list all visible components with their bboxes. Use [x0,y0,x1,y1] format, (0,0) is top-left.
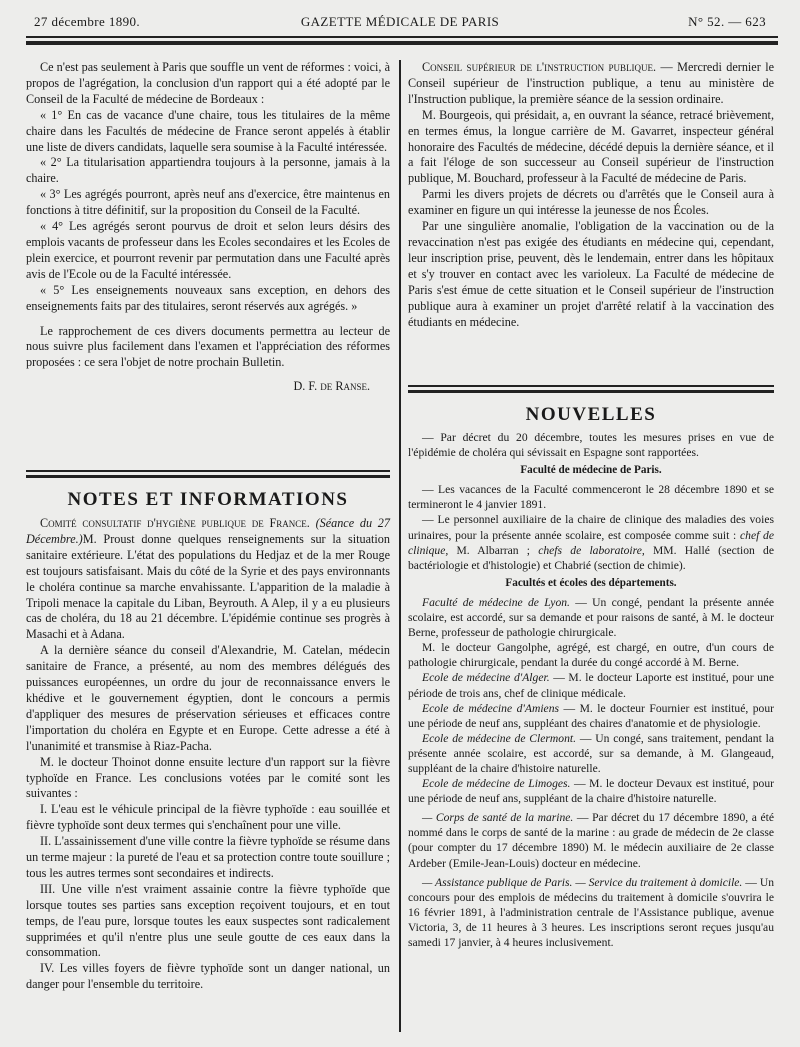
paragraph: « 3° Les agrégés pourront, après neuf ans d'exercice, être maintenus en fonctions à titre définitif, sur la proposition du Conseil de la Faculté. [26,187,390,218]
paragraph-text: MM. Hallé (section de bactériologie et d'histologie) et Chabrié (section de chimie). [408,543,774,572]
paragraph: Ce n'est pas seulement à Paris que souffle un vent de réformes : voici, à propos de l'agrégation, la conclusion d'un rapport qui a été adopté par le Conseil de la Faculté de médecine de Bordeaux : [26,60,390,106]
section-rule [26,470,390,472]
paragraph: I. L'eau est le véhicule principal de la fièvre typhoïde : eau souillée et fièvre typhoïde sont deux termes qui s'enchaînent pour une ville. [26,802,390,833]
journal-title: GAZETTE MÉDICALE DE PARIS [300,14,500,29]
paragraph-text: — Par décret du 17 décembre 1890, a été nommé dans le corps de santé de la marine : au grade de médecin de 2e classe (pour compter du 17 décembre 1890) M. le médecin auxiliaire de 2e classe Ardeber (Emile-Jean-Louis) docteur en médecine. [408,811,774,870]
run-in-heading: Ecole de médecine d'Amiens [422,701,559,715]
paragraph-text: — M. le docteur Laporte est institué, pour une période de trois ans, chef de clinique médicale. [408,671,774,700]
run-in-heading: Faculté de médecine de Lyon. [422,595,570,609]
section-rule [26,475,390,478]
run-in-heading: Comité consultatif d'hygiène publique de France. [40,516,310,530]
role-label: chef de clinique, [408,528,774,557]
paragraph-text: — Un concours pour des emplois de médecins du traitement à domicile s'ouvrira le 16 février 1891, à l'administration centrale de l'Assistance publique, avenue Victoria, 3, de 11 heures à 3 heures. Les inscriptions seront reçues jusqu'au samedi 17 janvier, à 4 heures inclusivement. [408,875,775,949]
paragraph-text: — Le personnel auxiliaire de la chaire de clinique des maladies des voies urinaires, pour la présente année scolaire, est composée comme suit : [408,513,774,542]
header-rule-thick [26,41,778,45]
paragraph [408,731,774,776]
run-in-heading: Ecole de médecine de Clermont. [422,731,577,745]
paragraph-text: — M. le docteur Fournier est institué, pour une période de neuf ans, suppléant des chaires d'anatomie et de physiologie. [408,701,774,730]
page-number: N° 52. — 623 [688,14,766,29]
paragraph [408,595,774,640]
paragraph: Parmi les divers projets de décrets ou d'arrêtés que le Conseil aura à examiner en figure un qui intéresse la jeunesse de nos Écoles. [408,187,774,218]
paragraph [408,512,774,572]
paragraph-text: — Mercredi dernier le Conseil supérieur de l'instruction publique, a tenu au ministère de l'Instruction publique, la première séance de la session ordinaire. [408,60,774,106]
paragraph [408,670,774,700]
section-title-nouvelles: NOUVELLES [525,404,657,425]
paragraph: M. Bourgeois, qui présidait, a, en ouvrant la séance, retracé brièvement, en termes émus, la longue carrière de M. Gavarret, inspecteur général honoraire des Facultés de médecine, décédé depuis la dernière séance, et il a fait l'éloge de son successeur au Conseil supérieur de l'instruction publique, M. Bouchard, professeur à la Faculté de médecine de Paris. [408,107,774,186]
left-column-top [26,60,390,395]
paragraph-text: — M. le docteur Devaux est institué, pour une période de neuf ans, suppléant de la chaire d'histoire naturelle. [408,777,774,806]
run-in-heading: Ecole de médecine d'Alger. [422,671,550,685]
paragraph: « 4° Les agrégés seront pourvus de droit et selon leurs désirs des emplois vacants de professeur dans les Ecoles secondaires et les Ecoles de plein exercice, et pourront revenir par permutation dans une Faculté après avis de l'Ecole ou de la Faculté intéressée. [26,219,390,281]
section-rule [408,390,774,393]
paragraph: — Les vacances de la Faculté commenceront le 28 décembre 1890 et se termineront le 4 janvier 1891. [408,483,774,512]
paragraph: M. le docteur Thoinot donne ensuite lecture d'un rapport sur la fièvre typhoïde en France. Les conclusions votées par le comité sont les suivantes : [26,754,390,801]
paragraph-text: — Un congé, pendant la présente année scolaire, est accordé, sur sa demande et pour raisons de santé, à M. le docteur Berne, professeur de pathologie chirurgicale. [408,595,775,640]
signature: D. F. de Ranse. [293,379,370,394]
paragraph [408,810,774,870]
column-divider [399,60,401,1032]
page-header [34,14,766,36]
session-date: (Séance du 27 Décembre.) [26,516,390,546]
paragraph [408,776,774,806]
right-column-top [408,60,774,330]
paragraph [408,60,774,108]
subheading: Facultés et écoles des départements. [505,576,677,589]
paragraph: M. le docteur Gangolphe, agrégé, est chargé, en outre, d'un cours de pathologie chirurgicale, pendant la durée du congé accordé à M. Berne. [408,641,774,670]
role-label: chefs de laboratoire, [538,543,645,557]
right-column-bottom [408,430,774,950]
run-in-heading: Ecole de médecine de Limoges. [422,777,571,791]
paragraph [408,701,774,731]
paragraph: Le rapprochement de ces divers documents permettra au lecteur de nous suivre plus facilement dans l'examen et l'appréciation des réformes proposées : ce sera l'objet de notre prochain Bulletin. [26,323,390,370]
paragraph: II. L'assainissement d'une ville contre la fièvre typhoïde se résume dans un terme majeur : la pureté de l'eau et sa protection contre toute souillure ; tous les autres termes sont secondaires et indirects. [26,834,390,880]
left-column-bottom [26,516,390,993]
paragraph [408,875,774,950]
run-in-heading: — Assistance publique de Paris. — Service du traitement à domicile. [422,875,743,889]
paragraph: III. Une ville n'est vraiment assainie contre la fièvre typhoïde que lorsque toutes ses parties sans exception reçoivent toujours, et en tout temps, de l'eau pure, lorsque toutes les eaux suspectes sont radicalement supprimées et qu'il n'entre plus une seule goutte de ces eaux dans la consommation. [26,881,390,960]
paragraph: « 5° Les enseignements nouveaux sans exception, en dehors des enseignements faits par des titulaires, seront réservés aux agrégés. » [26,282,390,313]
paragraph-text: — Un congé, sans traitement, pendant la présente année scolaire, est accordé, sur sa demande, à M. Glangeaud, suppléant de la chaire d'histoire naturelle. [408,731,774,775]
issue-date: 27 décembre 1890. [34,14,141,29]
subheading: Faculté de médecine de Paris. [520,464,662,477]
paragraph: A la dernière séance du conseil d'Alexandrie, M. Catelan, médecin sanitaire de France, a présenté, au nom des membres délégués des puissances européennes, un ordre du jour de reconnaissance envers le khédive et le gouvernement égyptien, dont le concours a permis d'appliquer des mesures de préservation sérieuses et efficaces contre l'importation du choléra en Egypte et en Europe. Cette adresse a été à l'unanimité et transmise à Riaz-Pacha. [26,643,390,753]
paragraph-text: M. Albarran ; [456,543,530,557]
section-rule [408,385,774,387]
paragraph-text: M. Proust donne quelques renseignements sur la situation sanitaire extérieure. L'état des populations du Hedjaz et de la mer Rouge est toujours satisfaisant. Mais du côté de la Syrie et des pays environnants le choléra continue sa marche envahissante. L'apparition de la maladie à Tripoli menace la capitale du Liban, Beyrouth. A Alep, il y a eu plusieurs cas de choléra, du 18 au 21 décembre. L'épidémie continue ses progrès à Masachi et à Adana. [26,531,390,642]
run-in-heading: Conseil supérieur de l'instruction publique. [422,60,657,74]
header-rule-thin [26,36,778,38]
paragraph: Par une singulière anomalie, l'obligation de la vaccination ou de la revaccination n'est pas exigée des étudiants en médecine qui, cependant, leur inscription prise, peuvent, dès le lendemain, entrer dans les hôpitaux et s'y trouver en contact avec les varioleux. La Faculté de médecine de Paris s'est émue de cette situation et le Conseil supérieur de l'instruction publique aura à examiner un projet d'arrêté relatif à la vaccination des étudiants en médecine. [408,219,774,329]
section-title-notes: NOTES ET INFORMATIONS [67,489,349,510]
paragraph: « 2° La titularisation appartiendra toujours à la personne, jamais à la chaire. [26,155,390,186]
paragraph: — Par décret du 20 décembre, toutes les mesures prises en vue de l'épidémie de choléra qui sévissait en Espagne sont rapportées. [408,431,774,460]
paragraph: « 1° En cas de vacance d'une chaire, tous les titulaires de la même chaire dans les Facultés de médecine de France seront appelés à établir une liste de divers candidats, laquelle sera soumise à la Faculté intéressée. [26,107,390,154]
paragraph [26,516,390,643]
paragraph: IV. Les villes foyers de fièvre typhoïde sont un danger national, un danger pour l'ensemble du territoire. [26,961,390,992]
run-in-heading: — Corps de santé de la marine. [422,811,574,825]
